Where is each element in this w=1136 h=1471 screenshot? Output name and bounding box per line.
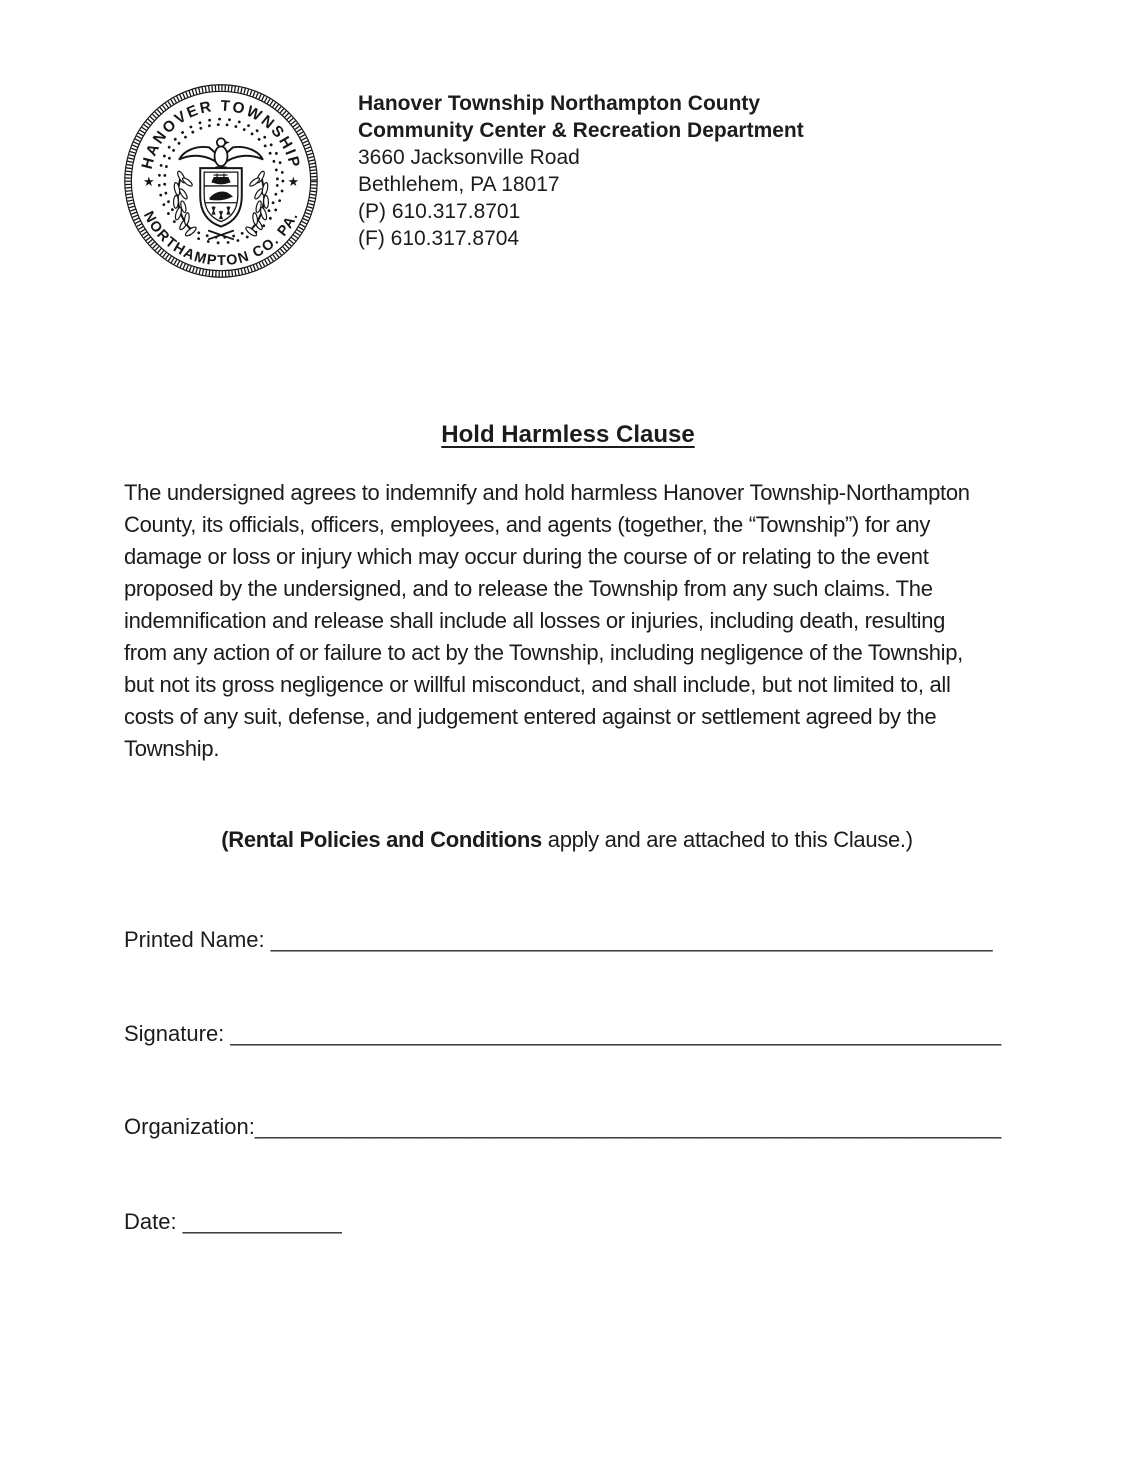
signature-label: Signature: [124,1021,225,1046]
clause-line: from any action of or failure to act by the Township, including negligence of the Township, [124,640,963,665]
address-line1: 3660 Jacksonville Road [358,146,580,169]
date-blank-line[interactable]: _____________ [176,1209,342,1234]
printed-name-label: Printed Name: [124,927,265,952]
field-signature [124,1020,1001,1048]
clause-line: but not its gross negligence or willful misconduct, and shall include, but not limited to, all [124,672,951,697]
document-title: Hold Harmless Clause [441,421,695,448]
org-name: Hanover Township Northampton County [358,92,761,115]
rental-policies-note-rest: apply and are attached to this Clause.) [541,827,913,852]
signature-blank-line[interactable]: _______________________________________________________________ [224,1021,1002,1046]
dept-name: Community Center & Recreation Department [358,119,804,142]
clause-line: damage or loss or injury which may occur during the course of or relating to the event [124,544,929,569]
address-line2: Bethlehem, PA 18017 [358,173,560,196]
organization-label: Organization: [124,1114,255,1139]
organization-blank-line[interactable]: _____________________________________________________________ [254,1114,1002,1139]
seal-top-text: HANOVER TOWNSHIP [138,97,304,171]
township-seal [122,82,320,280]
clause-line: proposed by the undersigned, and to release the Township from any such claims. The [124,576,933,601]
clause-line: indemnification and release shall include all losses or injuries, including death, resulting [124,608,946,633]
rental-policies-note [124,827,1010,853]
seal-star-left: ★ [142,173,155,189]
fax-number: (F) 610.317.8704 [358,227,520,250]
clause-paragraph [124,477,1124,765]
date-label: Date: [124,1209,177,1234]
ship-icon [212,174,230,184]
field-printed-name [124,926,993,954]
field-organization [124,1113,1001,1141]
field-date [124,1208,342,1236]
phone-number: (P) 610.317.8701 [358,200,521,223]
clause-line: costs of any suit, defense, and judgement entered against or settlement agreed by the [124,704,937,729]
rental-policies-note-bold: (Rental Policies and Conditions [221,827,542,852]
clause-line: Township. [124,736,220,761]
letterhead [358,90,804,252]
seal-bottom-text: NORTHAMPTON CO. PA. [139,208,302,270]
printed-name-blank-line[interactable]: ___________________________________________________________ [264,927,993,952]
seal-star-right: ★ [287,173,300,189]
clause-line: The undersigned agrees to indemnify and hold harmless Hanover Township-Northampton [124,480,970,505]
clause-line: County, its officials, officers, employees, and agents (together, the “Township”) for any [124,512,931,537]
shield-icon [200,168,242,226]
